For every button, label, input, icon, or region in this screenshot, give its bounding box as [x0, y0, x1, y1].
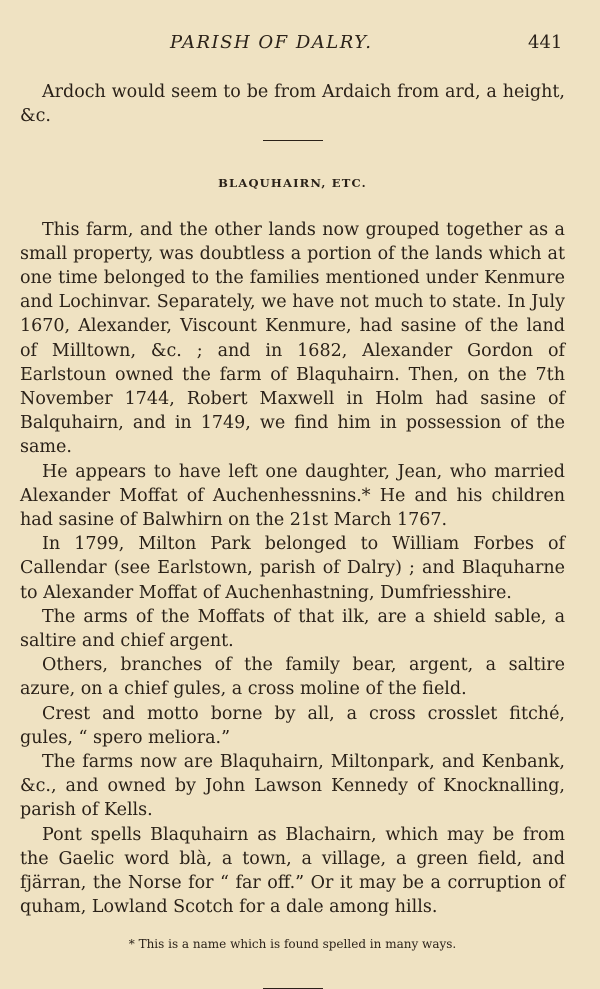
paragraph: He appears to have left one daughter, Jean, who married Alexander Moffat of Auchenhessnins.* He and his children had sasine of Balwhirn on the 21st March 1767. [20, 461, 565, 531]
paragraph: Others, branches of the family bear, argent, a saltire azure, on a chief gules, a cross moline of the field. [20, 655, 565, 700]
page-header [0, 32, 600, 56]
paragraph: In 1799, Milton Park belonged to William Forbes of Callendar (see Earlstown, parish of Dalry) ; and Blaquharne to Alexander Moffat of Auchenhastning, Dumfriesshire. [20, 534, 565, 603]
paragraph: The arms of the Moffats of that ilk, are a shield sable, a saltire and chief argent. [20, 606, 565, 652]
paragraph: Crest and motto borne by all, a cross crosslet fitché, gules, “ spero meliora.” [20, 703, 565, 748]
paragraph-ardoch: Ardoch would seem to be from Ardaich from ard, a height, &c. [20, 82, 565, 127]
page-body [20, 80, 565, 989]
section-divider [263, 140, 323, 141]
paragraph: Pont spells Blaquhairn as Blachairn, which may be from the Gaelic word blà, a town, a village, a green field, and fjärran, the Norse for “ far off.” Or it may be a corruption of quham, Lowland Scotch for a dale among hills. [20, 824, 565, 918]
paragraph: The farms now are Blaquhairn, Miltonpark, and Kenbank, &c., and owned by John Lawson Kennedy of Knocknalling, parish of Kells. [20, 752, 565, 821]
footnote: * This is a name which is found spelled in many ways. [128, 936, 457, 951]
section-heading: BLAQUHAIRN, ETC. [218, 176, 367, 191]
page-number: 441 [528, 32, 563, 53]
paragraph: This farm, and the other lands now grouped together as a small property, was doubtless a portion of the lands which at one time belonged to the families mentioned under Kenmure and Lochinvar. Separately, we have not much to state. In July 1670, Alexander, Viscount Kenmure, had sasine of the land of Milltown, &c. ; and in 1682, Alexander Gordon of Earlstoun owned the farm of Blaquhairn. Then, on the 7th November 1744, Robert Maxwell in Holm had sasine of Balquhairn, and in 1749, we find him in possession of the same. [20, 219, 565, 458]
running-title: PARISH OF DALRY. [170, 32, 373, 53]
